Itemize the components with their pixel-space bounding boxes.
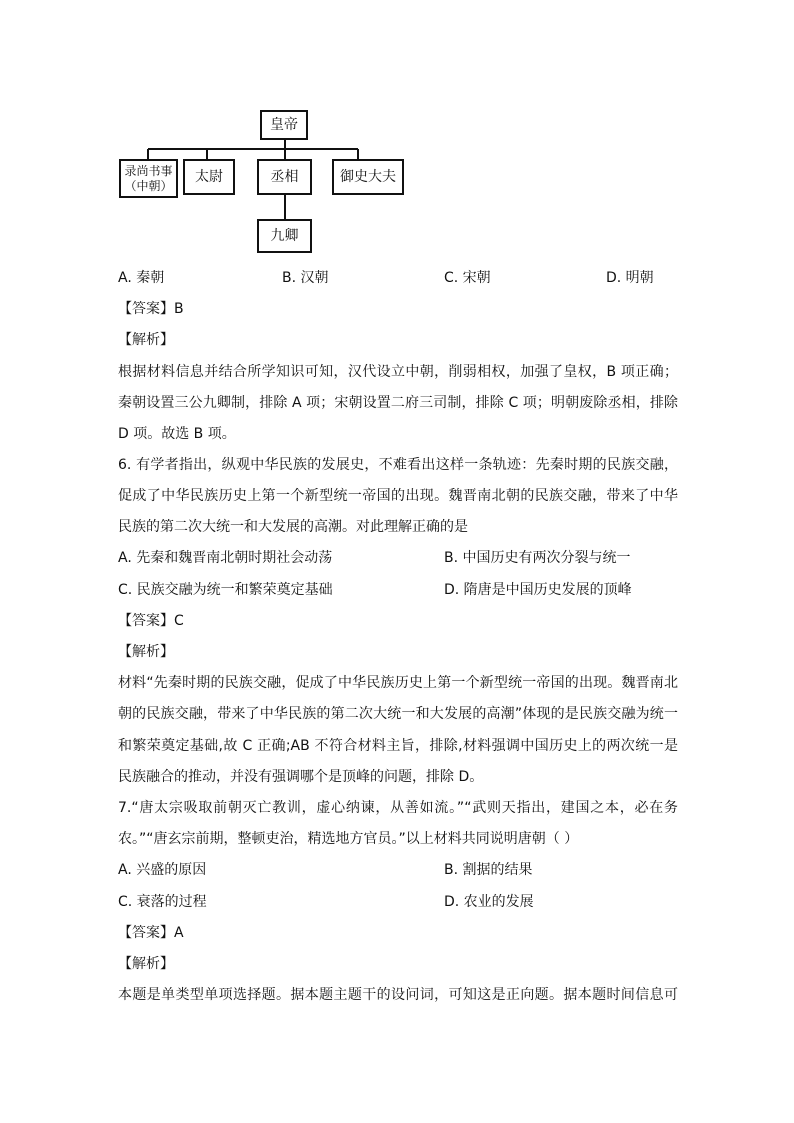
q6-stem-line-1: 6. 有学者指出，纵观中华民族的发展史，不难看出这样一条轨迹：先秦时期的民族交融， (118, 457, 678, 473)
q7-analysis-line-1: 本题是单类型单项选择题。据本题主题干的设问词，可知这是正向题。据本题时间信息可 (118, 987, 678, 1003)
q5-analysis-line-1: 根据材料信息并结合所学知识可知，汉代设立中朝，削弱相权，加强了皇权，B 项正确； (118, 364, 678, 380)
box-yushi-label: 御史大夫 (340, 168, 396, 185)
q5-option-b: B. 汉朝 (282, 270, 329, 286)
q6-option-b: B. 中国历史有两次分裂与统一 (444, 550, 631, 566)
q7-option-d: D. 农业的发展 (444, 894, 534, 910)
q5-option-c: C. 宋朝 (444, 270, 491, 286)
q5-option-d: D. 明朝 (606, 270, 654, 286)
q5-answer: 【答案】B (118, 301, 184, 317)
box-taiwei-label: 太尉 (195, 168, 223, 185)
q6-option-c: C. 民族交融为统一和繁荣奠定基础 (118, 582, 333, 598)
box-lushang-label-1: 录尚书事 (124, 163, 173, 178)
q6-option-d: D. 隋唐是中国历史发展的顶峰 (444, 582, 632, 598)
box-lushang-label-2: （中朝） (124, 178, 173, 193)
q7-analysis-title: 【解析】 (118, 956, 174, 972)
q6-analysis-line-4: 民族融合的推动，并没有强调哪个是顶峰的问题，排除 D。 (118, 769, 484, 785)
q6-answer: 【答案】C (118, 613, 184, 629)
box-jiuqing (257, 219, 312, 253)
q6-stem-line-2: 促成了中华民族历史上第一个新型统一帝国的出现。魏晋南北朝的民族交融，带来了中华 (118, 488, 678, 504)
q7-option-b: B. 割据的结果 (444, 862, 533, 878)
q6-analysis-title: 【解析】 (118, 644, 174, 660)
q7-stem-line-2: 农。”“唐玄宗前期，整顿吏治，精选地方官员。”以上材料共同说明唐朝（ ） (118, 831, 579, 847)
q7-stem-line-1: 7.“唐太宗吸取前朝灭亡教训，虚心纳谏，从善如流。”“武则天指出，建国之本，必在务 (118, 800, 678, 816)
org-chart-diagram (118, 104, 420, 254)
box-taiwei (183, 159, 235, 195)
q7-option-a: A. 兴盛的原因 (118, 862, 207, 878)
box-yushi (332, 159, 404, 195)
q7-answer: 【答案】A (118, 925, 184, 941)
box-emperor-label: 皇帝 (270, 116, 298, 133)
box-emperor (260, 110, 308, 140)
q6-analysis-line-2: 朝的民族交融，带来了中华民族的第二次大统一和大发展的高潮”体现的是民族交融为统一 (118, 706, 678, 722)
q5-analysis-line-2: 秦朝设置三公九卿制，排除 A 项；宋朝设置二府三司制，排除 C 项；明朝废除丞相，排除 (118, 395, 678, 411)
q7-option-c: C. 衰落的过程 (118, 894, 207, 910)
q5-analysis-title: 【解析】 (118, 332, 174, 348)
box-lushang (119, 159, 178, 198)
q6-option-a: A. 先秦和魏晋南北朝时期社会动荡 (118, 550, 333, 566)
q6-stem-line-3: 民族的第二次大统一和大发展的高潮。对此理解正确的是 (118, 519, 468, 535)
q5-analysis-line-3: D 项。故选 B 项。 (118, 426, 236, 442)
box-chengxiang (257, 159, 312, 195)
q6-analysis-line-1: 材料“先秦时期的民族交融，促成了中华民族历史上第一个新型统一帝国的出现。魏晋南北 (118, 675, 678, 691)
box-jiuqing-label: 九卿 (270, 227, 299, 244)
q6-analysis-line-3: 和繁荣奠定基础,故 C 正确;AB 不符合材料主旨，排除,材料强调中国历史上的两次统一是 (118, 738, 678, 754)
box-chengxiang-label: 丞相 (270, 168, 299, 185)
q5-option-a: A. 秦朝 (118, 270, 165, 286)
